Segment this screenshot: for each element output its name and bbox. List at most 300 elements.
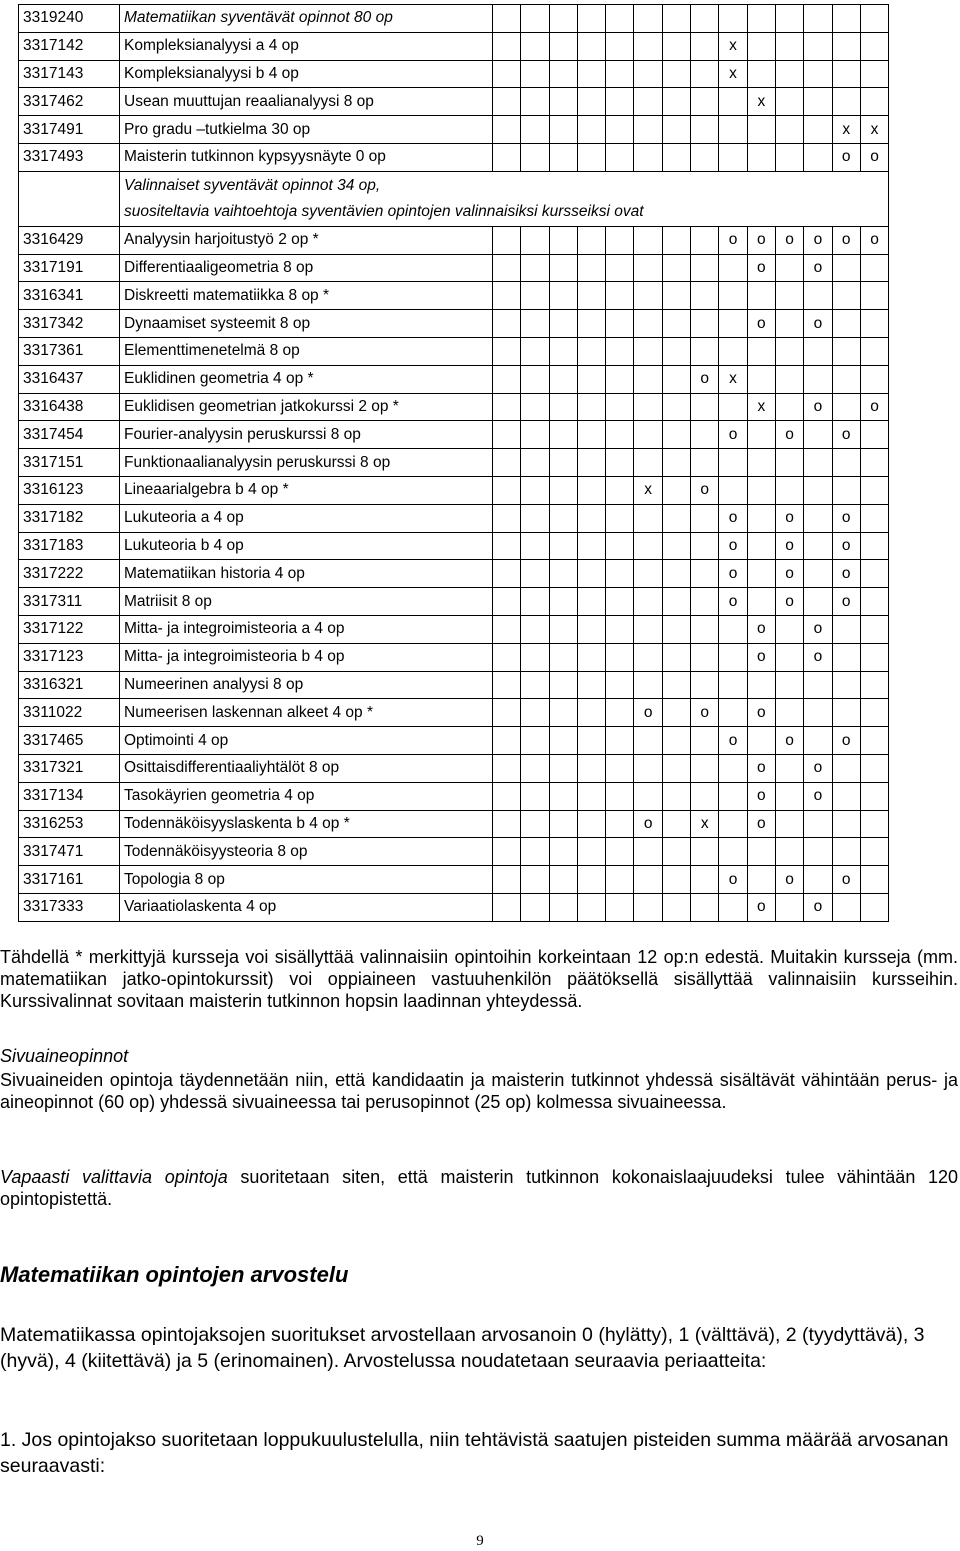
- mark-cell: [804, 838, 832, 866]
- mark-cell: [804, 365, 832, 393]
- mark-cell: [719, 5, 747, 33]
- mark-cell: [521, 310, 549, 338]
- table-note-row: [19, 171, 889, 226]
- mark-cell: o: [747, 310, 775, 338]
- mark-cell: [860, 810, 888, 838]
- mark-cell: [634, 226, 662, 254]
- mark-cell: o: [832, 588, 860, 616]
- mark-cell: [493, 337, 521, 365]
- mark-cell: [634, 504, 662, 532]
- mark-cell: [662, 588, 690, 616]
- mark-cell: [549, 421, 577, 449]
- mark-cell: [804, 588, 832, 616]
- mark-cell: [662, 560, 690, 588]
- mark-cell: [832, 782, 860, 810]
- elective-note: [120, 171, 889, 226]
- table-row: [19, 699, 889, 727]
- table-row: [19, 754, 889, 782]
- mark-cell: [747, 60, 775, 88]
- mark-cell: [634, 116, 662, 144]
- sivuaine-heading: Sivuaineopinnot: [0, 1046, 129, 1066]
- course-name: Todennäköisyyslaskenta b 4 op *: [120, 810, 493, 838]
- course-code: 3317143: [19, 60, 120, 88]
- mark-cell: [606, 254, 634, 282]
- mark-cell: o: [832, 226, 860, 254]
- course-name: Maisterin tutkinnon kypsyysnäyte 0 op: [120, 143, 493, 171]
- mark-cell: o: [775, 727, 803, 755]
- mark-cell: [691, 838, 719, 866]
- vapaasti-italic: Vapaasti valittavia opintoja: [0, 1167, 228, 1187]
- mark-cell: [493, 810, 521, 838]
- mark-cell: [634, 754, 662, 782]
- mark-cell: [577, 838, 605, 866]
- mark-cell: [521, 838, 549, 866]
- mark-cell: [747, 5, 775, 33]
- mark-cell: [804, 421, 832, 449]
- course-name: Mitta- ja integroimisteoria a 4 op: [120, 615, 493, 643]
- mark-cell: [634, 337, 662, 365]
- mark-cell: [832, 88, 860, 116]
- mark-cell: [577, 727, 605, 755]
- arvostelu-item-1: 1. Jos opintojakso suoritetaan loppukuulustelulla, niin tehtävistä saatujen pisteiden summa määrää arvosanan seuraavasti:: [0, 1429, 949, 1477]
- course-name: Matriisit 8 op: [120, 588, 493, 616]
- mark-cell: [662, 643, 690, 671]
- elective-note-line-2: suositeltavia vaihtoehtoja syventävien opintojen valinnaisiksi kursseiksi ovat: [124, 202, 644, 220]
- mark-cell: [691, 782, 719, 810]
- mark-cell: [662, 754, 690, 782]
- mark-cell: [493, 393, 521, 421]
- course-name: Kompleksianalyysi b 4 op: [120, 60, 493, 88]
- mark-cell: [691, 116, 719, 144]
- mark-cell: [577, 32, 605, 60]
- mark-cell: [606, 310, 634, 338]
- mark-cell: [860, 476, 888, 504]
- mark-cell: [493, 615, 521, 643]
- mark-cell: [577, 810, 605, 838]
- mark-cell: [549, 282, 577, 310]
- mark-cell: [493, 5, 521, 33]
- mark-cell: [747, 560, 775, 588]
- table-row: [19, 893, 889, 921]
- mark-cell: [606, 782, 634, 810]
- mark-cell: o: [832, 504, 860, 532]
- mark-cell: [521, 643, 549, 671]
- mark-cell: o: [719, 421, 747, 449]
- mark-cell: [606, 32, 634, 60]
- mark-cell: [521, 532, 549, 560]
- mark-cell: [832, 254, 860, 282]
- mark-cell: x: [747, 393, 775, 421]
- mark-cell: [521, 337, 549, 365]
- mark-cell: [860, 893, 888, 921]
- course-name: Numeerinen analyysi 8 op: [120, 671, 493, 699]
- mark-cell: [662, 254, 690, 282]
- mark-cell: [549, 866, 577, 894]
- mark-cell: [521, 5, 549, 33]
- mark-cell: [691, 532, 719, 560]
- mark-cell: [860, 282, 888, 310]
- mark-cell: o: [691, 699, 719, 727]
- mark-cell: [691, 449, 719, 477]
- mark-cell: [606, 116, 634, 144]
- mark-cell: [804, 32, 832, 60]
- mark-cell: [521, 699, 549, 727]
- mark-cell: [606, 893, 634, 921]
- mark-cell: [577, 643, 605, 671]
- mark-cell: [577, 532, 605, 560]
- mark-cell: [860, 838, 888, 866]
- mark-cell: [804, 5, 832, 33]
- mark-cell: [691, 226, 719, 254]
- mark-cell: o: [832, 143, 860, 171]
- mark-cell: [634, 838, 662, 866]
- mark-cell: [832, 893, 860, 921]
- mark-cell: [662, 699, 690, 727]
- course-code: 3317311: [19, 588, 120, 616]
- mark-cell: [521, 254, 549, 282]
- mark-cell: [493, 671, 521, 699]
- table-row: [19, 615, 889, 643]
- mark-cell: [549, 310, 577, 338]
- mark-cell: [606, 754, 634, 782]
- table-row: [19, 282, 889, 310]
- mark-cell: o: [804, 254, 832, 282]
- mark-cell: [493, 838, 521, 866]
- mark-cell: o: [775, 226, 803, 254]
- table-row: [19, 810, 889, 838]
- mark-cell: o: [775, 866, 803, 894]
- mark-cell: [493, 727, 521, 755]
- mark-cell: [634, 282, 662, 310]
- mark-cell: [804, 116, 832, 144]
- course-name: Usean muuttujan reaalianalyysi 8 op: [120, 88, 493, 116]
- mark-cell: [577, 116, 605, 144]
- sivuaine-body: Sivuaineiden opintoja täydennetään niin, että kandidaatin ja maisterin tutkinnot yhdessä sisältävät vähintään perus- ja aineopinnot (60 op) yhdessä sivuaineessa tai perusopinnot (25 op) kolmessa sivuaineessa.: [0, 1070, 958, 1112]
- course-table: [18, 4, 889, 922]
- mark-cell: o: [634, 699, 662, 727]
- mark-cell: [775, 810, 803, 838]
- mark-cell: o: [747, 699, 775, 727]
- course-name: Kompleksianalyysi a 4 op: [120, 32, 493, 60]
- mark-cell: [804, 671, 832, 699]
- mark-cell: [577, 5, 605, 33]
- mark-cell: o: [719, 560, 747, 588]
- elective-note-line-1: Valinnaiset syventävät opinnot 34 op,: [124, 176, 381, 194]
- mark-cell: [606, 810, 634, 838]
- mark-cell: [860, 365, 888, 393]
- mark-cell: [606, 615, 634, 643]
- table-row: [19, 643, 889, 671]
- mark-cell: o: [832, 560, 860, 588]
- mark-cell: [549, 226, 577, 254]
- mark-cell: [775, 5, 803, 33]
- mark-cell: [549, 838, 577, 866]
- mark-cell: [577, 393, 605, 421]
- mark-cell: o: [775, 532, 803, 560]
- mark-cell: [549, 365, 577, 393]
- mark-cell: [691, 504, 719, 532]
- table-row: [19, 532, 889, 560]
- mark-cell: [719, 615, 747, 643]
- mark-cell: o: [804, 643, 832, 671]
- mark-cell: [606, 838, 634, 866]
- mark-cell: [521, 60, 549, 88]
- mark-cell: [719, 116, 747, 144]
- mark-cell: [662, 5, 690, 33]
- mark-cell: [691, 671, 719, 699]
- mark-cell: [747, 532, 775, 560]
- mark-cell: [719, 310, 747, 338]
- mark-cell: [493, 421, 521, 449]
- mark-cell: [521, 615, 549, 643]
- mark-cell: [549, 116, 577, 144]
- mark-cell: [493, 532, 521, 560]
- mark-cell: o: [719, 532, 747, 560]
- course-code: 3317491: [19, 116, 120, 144]
- mark-cell: [832, 476, 860, 504]
- mark-cell: [549, 560, 577, 588]
- course-code: 3317122: [19, 615, 120, 643]
- mark-cell: [775, 615, 803, 643]
- mark-cell: [691, 866, 719, 894]
- mark-cell: o: [832, 532, 860, 560]
- mark-cell: o: [719, 866, 747, 894]
- mark-cell: [691, 337, 719, 365]
- mark-cell: [747, 504, 775, 532]
- course-code: 3317465: [19, 727, 120, 755]
- mark-cell: [832, 60, 860, 88]
- mark-cell: [832, 32, 860, 60]
- mark-cell: [577, 88, 605, 116]
- mark-cell: [634, 393, 662, 421]
- mark-cell: [860, 449, 888, 477]
- mark-cell: [493, 588, 521, 616]
- mark-cell: [691, 560, 719, 588]
- mark-cell: [719, 810, 747, 838]
- mark-cell: [577, 504, 605, 532]
- mark-cell: [832, 699, 860, 727]
- course-name: Variaatiolaskenta 4 op: [120, 893, 493, 921]
- course-name: Lukuteoria b 4 op: [120, 532, 493, 560]
- mark-cell: [577, 421, 605, 449]
- mark-cell: [577, 449, 605, 477]
- mark-cell: [775, 699, 803, 727]
- mark-cell: [691, 282, 719, 310]
- course-code: 3316438: [19, 393, 120, 421]
- table-row: [19, 866, 889, 894]
- mark-cell: [577, 754, 605, 782]
- table-row: [19, 337, 889, 365]
- mark-cell: [719, 254, 747, 282]
- arvostelu-heading: Matematiikan opintojen arvostelu: [0, 1262, 349, 1287]
- mark-cell: [860, 866, 888, 894]
- mark-cell: [606, 643, 634, 671]
- course-name: Euklidisen geometrian jatkokurssi 2 op *: [120, 393, 493, 421]
- mark-cell: [860, 32, 888, 60]
- mark-cell: [691, 393, 719, 421]
- mark-cell: [606, 365, 634, 393]
- course-name: Tasokäyrien geometria 4 op: [120, 782, 493, 810]
- mark-cell: [521, 393, 549, 421]
- table-row: [19, 588, 889, 616]
- table-row: [19, 393, 889, 421]
- mark-cell: [775, 310, 803, 338]
- mark-cell: [691, 727, 719, 755]
- mark-cell: o: [832, 421, 860, 449]
- mark-cell: [493, 60, 521, 88]
- mark-cell: [662, 866, 690, 894]
- course-code: 3317123: [19, 643, 120, 671]
- mark-cell: [493, 782, 521, 810]
- mark-cell: [691, 754, 719, 782]
- mark-cell: [804, 88, 832, 116]
- mark-cell: [719, 88, 747, 116]
- mark-cell: [775, 782, 803, 810]
- mark-cell: [719, 671, 747, 699]
- mark-cell: [577, 60, 605, 88]
- course-name: Elementtimenetelmä 8 op: [120, 337, 493, 365]
- mark-cell: [832, 810, 860, 838]
- course-code: 3317471: [19, 838, 120, 866]
- mark-cell: [719, 754, 747, 782]
- mark-cell: x: [747, 88, 775, 116]
- mark-cell: [606, 5, 634, 33]
- course-name: Mitta- ja integroimisteoria b 4 op: [120, 643, 493, 671]
- mark-cell: [662, 671, 690, 699]
- mark-cell: [493, 476, 521, 504]
- mark-cell: o: [832, 727, 860, 755]
- mark-cell: [775, 143, 803, 171]
- mark-cell: x: [719, 32, 747, 60]
- table-row: [19, 254, 889, 282]
- mark-cell: [747, 421, 775, 449]
- mark-cell: [549, 754, 577, 782]
- mark-cell: [634, 893, 662, 921]
- course-name: Optimointi 4 op: [120, 727, 493, 755]
- mark-cell: [691, 32, 719, 60]
- mark-cell: [549, 699, 577, 727]
- mark-cell: [775, 671, 803, 699]
- mark-cell: [577, 226, 605, 254]
- course-name: Euklidinen geometria 4 op *: [120, 365, 493, 393]
- mark-cell: [577, 560, 605, 588]
- course-code: 3316321: [19, 671, 120, 699]
- mark-cell: o: [804, 226, 832, 254]
- mark-cell: [521, 560, 549, 588]
- table-row: [19, 32, 889, 60]
- mark-cell: [860, 337, 888, 365]
- mark-cell: [691, 5, 719, 33]
- mark-cell: o: [832, 866, 860, 894]
- mark-cell: [634, 671, 662, 699]
- mark-cell: [719, 143, 747, 171]
- mark-cell: [606, 60, 634, 88]
- course-name: Differentiaaligeometria 8 op: [120, 254, 493, 282]
- table-row: [19, 838, 889, 866]
- mark-cell: [577, 310, 605, 338]
- course-name: Lukuteoria a 4 op: [120, 504, 493, 532]
- table-row: [19, 143, 889, 171]
- mark-cell: [832, 5, 860, 33]
- mark-cell: [577, 282, 605, 310]
- table-row: [19, 782, 889, 810]
- footnote-text: Tähdellä * merkittyjä kursseja voi sisällyttää valinnaisiin opintoihin korkeintaan 12 op:n edestä. Muitakin kursseja (mm. matematiikan jatko-opintokurssit) voi oppiaineen vastuuhenkilön päätöksellä sisällyttää valinnaisiin kursseihin. Kurssivalinnat sovitaan maisterin tutkinnon hopsin laadinnan yhteydessä.: [0, 947, 958, 1011]
- mark-cell: [493, 116, 521, 144]
- mark-cell: [832, 754, 860, 782]
- mark-cell: x: [719, 365, 747, 393]
- mark-cell: o: [747, 893, 775, 921]
- mark-cell: [860, 421, 888, 449]
- course-code: 3316437: [19, 365, 120, 393]
- course-code: 3311022: [19, 699, 120, 727]
- mark-cell: [662, 310, 690, 338]
- course-code: 3317454: [19, 421, 120, 449]
- mark-cell: o: [775, 588, 803, 616]
- mark-cell: [606, 226, 634, 254]
- mark-cell: o: [860, 226, 888, 254]
- mark-cell: o: [691, 476, 719, 504]
- mark-cell: [634, 866, 662, 894]
- mark-cell: [634, 254, 662, 282]
- mark-cell: x: [832, 116, 860, 144]
- mark-cell: o: [719, 727, 747, 755]
- mark-cell: [804, 449, 832, 477]
- mark-cell: [775, 754, 803, 782]
- mark-cell: [832, 310, 860, 338]
- mark-cell: [775, 838, 803, 866]
- course-name: Dynaamiset systeemit 8 op: [120, 310, 493, 338]
- course-name: Lineaarialgebra b 4 op *: [120, 476, 493, 504]
- mark-cell: o: [719, 226, 747, 254]
- course-name: Topologia 8 op: [120, 866, 493, 894]
- mark-cell: [634, 421, 662, 449]
- mark-cell: [719, 337, 747, 365]
- mark-cell: [662, 476, 690, 504]
- mark-cell: [577, 254, 605, 282]
- mark-cell: [521, 671, 549, 699]
- mark-cell: [662, 810, 690, 838]
- mark-cell: [577, 337, 605, 365]
- mark-cell: [662, 226, 690, 254]
- course-name: Osittaisdifferentiaaliyhtälöt 8 op: [120, 754, 493, 782]
- course-code: 3316253: [19, 810, 120, 838]
- mark-cell: o: [804, 393, 832, 421]
- mark-cell: [549, 88, 577, 116]
- mark-cell: o: [804, 615, 832, 643]
- mark-cell: [606, 866, 634, 894]
- mark-cell: [634, 532, 662, 560]
- mark-cell: [775, 449, 803, 477]
- mark-cell: [691, 615, 719, 643]
- table-row: [19, 226, 889, 254]
- mark-cell: o: [804, 893, 832, 921]
- course-code: 3316429: [19, 226, 120, 254]
- page-number: 9: [476, 1533, 484, 1549]
- course-name: Funktionaalianalyysin peruskurssi 8 op: [120, 449, 493, 477]
- mark-cell: [634, 643, 662, 671]
- mark-cell: [860, 254, 888, 282]
- course-name: Matematiikan historia 4 op: [120, 560, 493, 588]
- mark-cell: [577, 143, 605, 171]
- mark-cell: [860, 643, 888, 671]
- mark-cell: o: [775, 560, 803, 588]
- course-code: 3316341: [19, 282, 120, 310]
- mark-cell: [832, 838, 860, 866]
- table-row: [19, 671, 889, 699]
- mark-cell: x: [860, 116, 888, 144]
- mark-cell: [549, 810, 577, 838]
- mark-cell: [747, 365, 775, 393]
